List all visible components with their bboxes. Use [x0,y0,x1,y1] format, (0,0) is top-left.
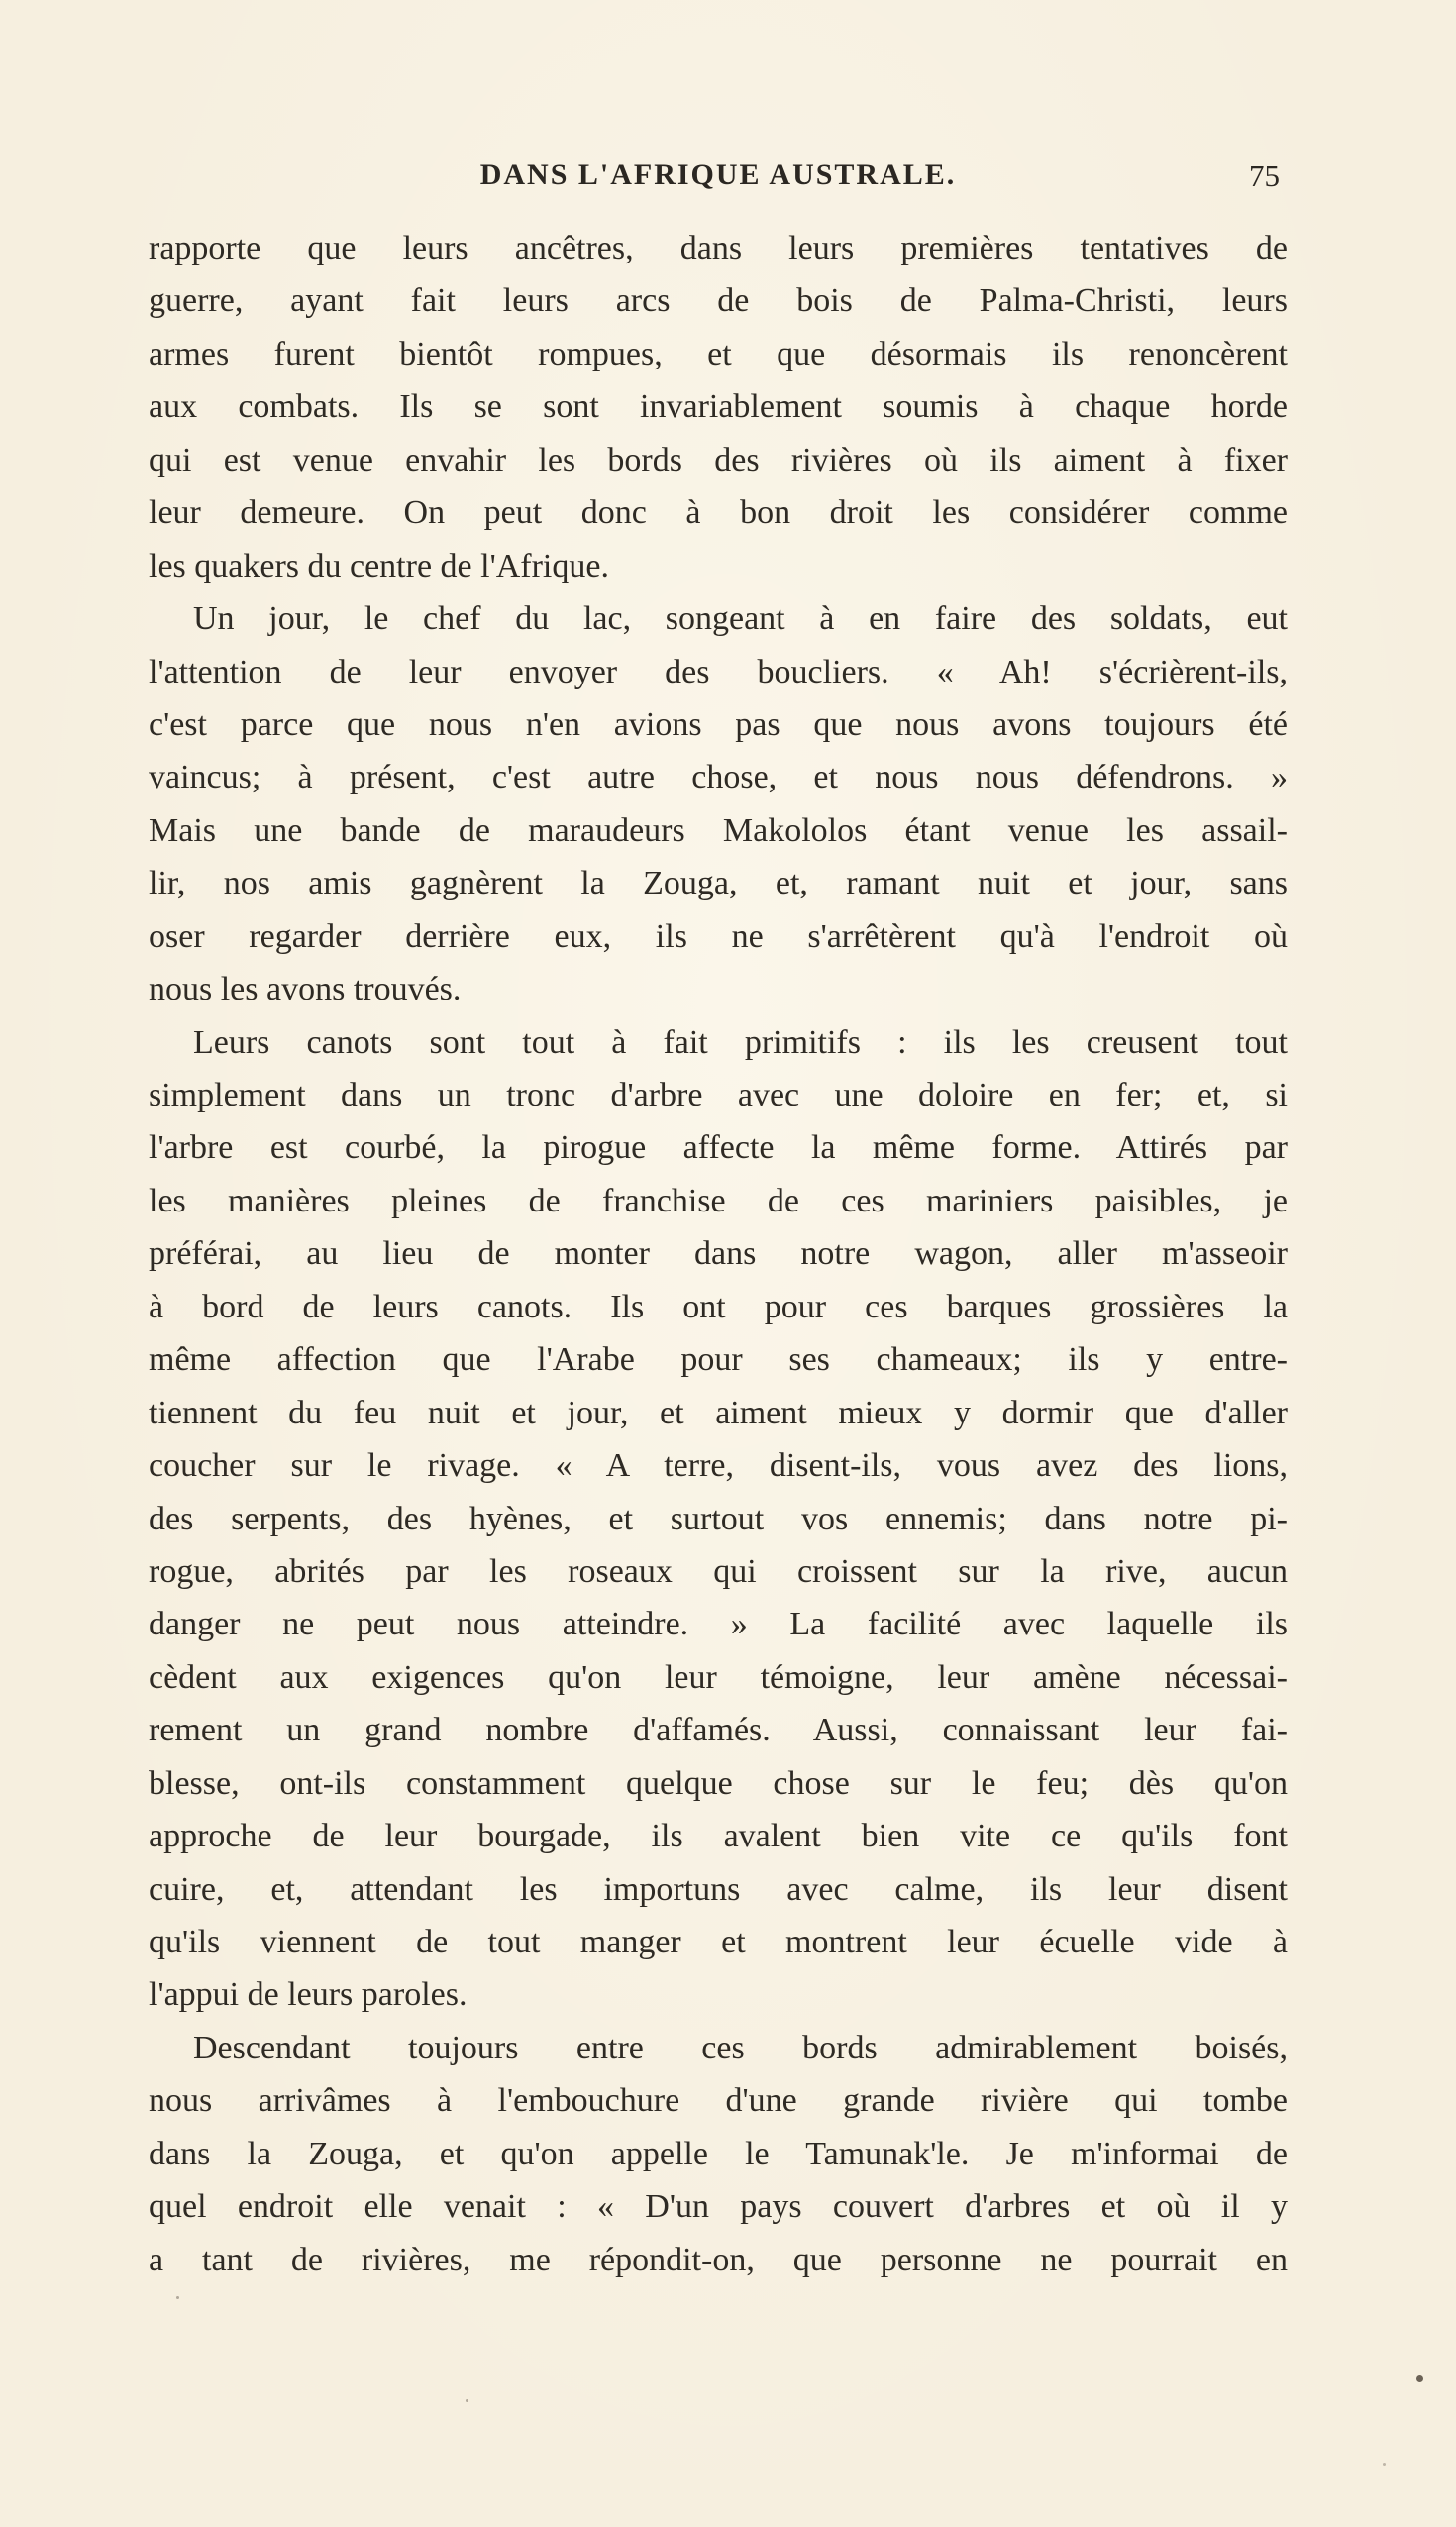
text-line: danger ne peut nous atteindre. » La facilité avec laquelle ils [149,1606,1288,1643]
text-line: Descendant toujours entre ces bords admirablement boisés, [193,2029,1288,2066]
text-line: quel endroit elle venait : « D'un pays couvert d'arbres et où il y [149,2188,1288,2226]
text-line: armes furent bientôt rompues, et que désormais ils renoncèrent [149,335,1288,372]
text-line: oser regarder derrière eux, ils ne s'arrêtèrent qu'à l'endroit où [149,917,1288,955]
text-line: tiennent du feu nuit et jour, et aiment mieux y dormir que d'aller [149,1394,1288,1431]
text-line: qu'ils viennent de tout manger et montrent leur écuelle vide à [149,1924,1288,1960]
body-text [149,222,1288,2286]
text-line: préférai, au lieu de monter dans notre wagon, aller m'asseoir [149,1235,1288,1273]
text-line: lir, nos amis gagnèrent la Zouga, et, ramant nuit et jour, sans [149,865,1288,902]
text-line: cuire, et, attendant les importuns avec calme, ils leur disent [149,1870,1288,1908]
text-line: nous arrivâmes à l'embouchure d'une grande rivière qui tombe [149,2082,1288,2120]
text-line: aux combats. Ils se sont invariablement soumis à chaque horde [149,388,1288,426]
text-line: les manières pleines de franchise de ces mariniers paisibles, je [149,1182,1288,1219]
text-line: blesse, ont-ils constamment quelque chose sur le feu; dès qu'on [149,1764,1288,1802]
text-line: rement un grand nombre d'affamés. Aussi, connaissant leur fai- [149,1712,1288,1749]
scan-speck [466,2399,468,2402]
text-line: rapporte que leurs ancêtres, dans leurs premières tentatives de [149,230,1288,266]
page-number: 75 [1249,158,1280,193]
text-line: Un jour, le chef du lac, songeant à en faire des soldats, eut [193,600,1288,638]
text-line: rogue, abrités par les roseaux qui croissent sur la rive, aucun [149,1552,1288,1590]
text-line: même affection que l'Arabe pour ses chameaux; ils y entre- [149,1341,1288,1379]
text-line: qui est venue envahir les bords des rivières où ils aiment à fixer [149,441,1288,478]
text-line: l'attention de leur envoyer des boucliers. « Ah! s'écrièrent-ils, [149,653,1288,690]
text-line: vaincus; à présent, c'est autre chose, et nous nous défendrons. » [149,759,1288,796]
text-line: c'est parce que nous n'en avions pas que nous avons toujours été [149,705,1288,743]
text-line: guerre, ayant fait leurs arcs de bois de Palma-Christi, leurs [149,282,1288,320]
text-line: simplement dans un tronc d'arbre avec une doloire en fer; et, si [149,1077,1288,1113]
text-line: a tant de rivières, me répondit-on, que personne ne pourrait en [149,2241,1288,2278]
running-title: DANS L'AFRIQUE AUSTRALE. [479,158,957,191]
text-line: nous les avons trouvés. [149,971,462,1008]
text-line: l'arbre est courbé, la pirogue affecte la même forme. Attirés par [149,1129,1288,1167]
scan-speck [176,2296,179,2299]
scan-speck [1383,2463,1386,2466]
text-line: cèdent aux exigences qu'on leur témoigne, leur amène nécessai- [149,1658,1288,1696]
text-line: approche de leur bourgade, ils avalent bien vite ce qu'ils font [149,1818,1288,1855]
text-line: l'appui de leurs paroles. [149,1976,468,2014]
text-line: coucher sur le rivage. « A terre, disent-ils, vous avez des lions, [149,1447,1288,1485]
text-line: leur demeure. On peut donc à bon droit les considérer comme [149,494,1288,532]
text-line: dans la Zouga, et qu'on appelle le Tamunak'le. Je m'informai de [149,2135,1288,2172]
text-line: Leurs canots sont tout à fait primitifs : ils les creusent tout [193,1023,1288,1061]
text-line: Mais une bande de maraudeurs Makololos étant venue les assail- [149,811,1288,849]
text-line: à bord de leurs canots. Ils ont pour ces barques grossières la [149,1288,1288,1325]
running-head [156,158,1280,198]
scan-speck [1416,2375,1423,2382]
text-line: des serpents, des hyènes, et surtout vos ennemis; dans notre pi- [149,1500,1288,1537]
text-line: les quakers du centre de l'Afrique. [149,547,609,584]
